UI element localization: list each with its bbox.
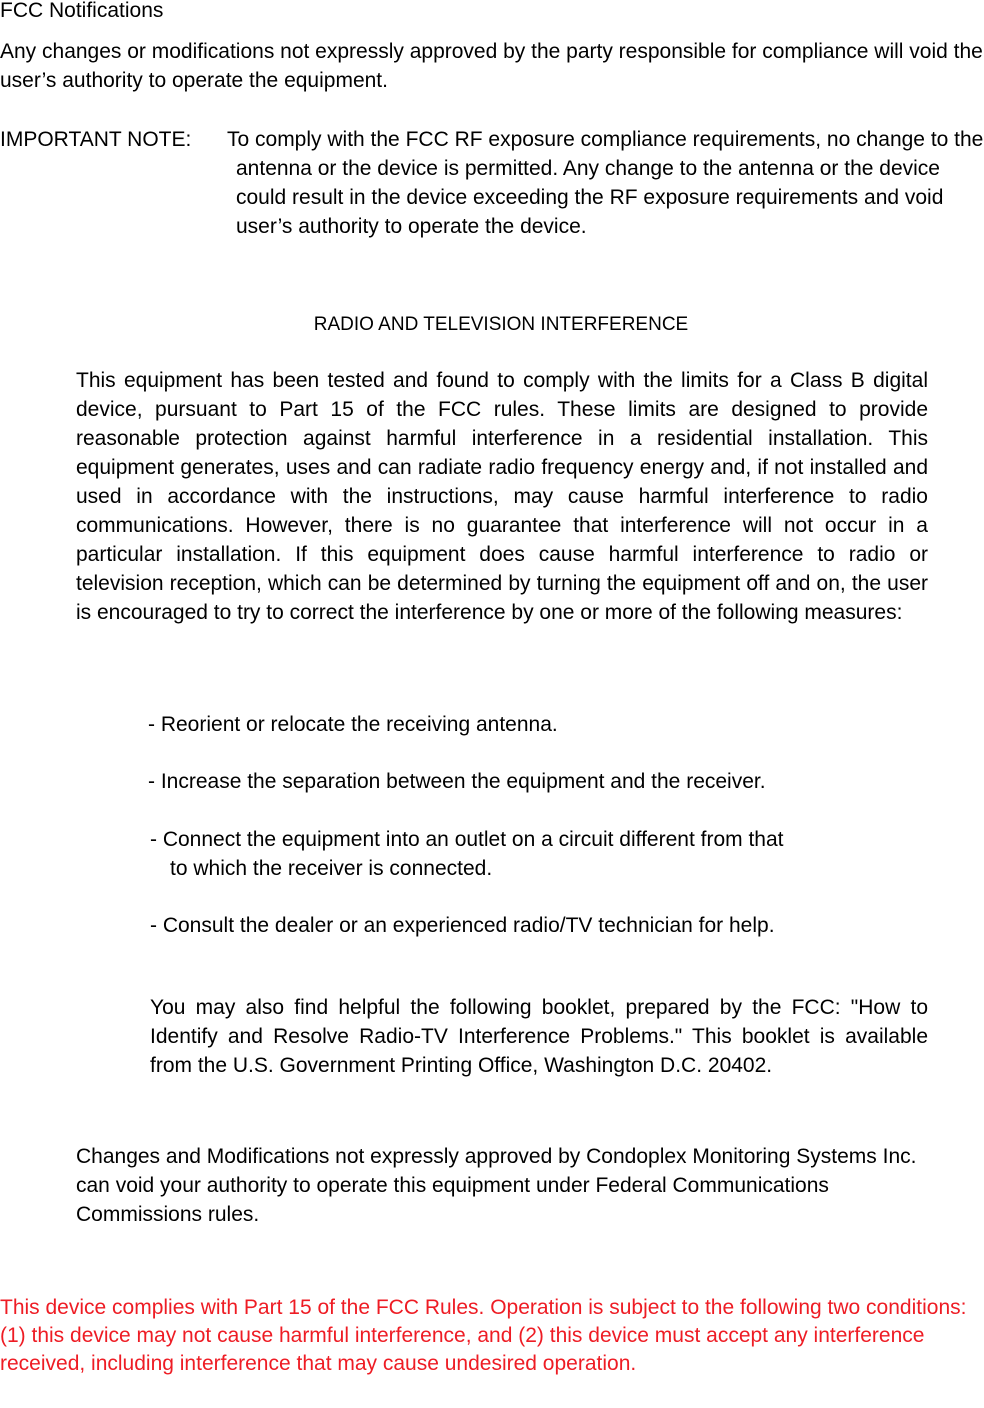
compliance-statement bbox=[0, 1294, 984, 1378]
intro-paragraph: Any changes or modifications not expressly approved by the party responsible for compliance will void the user’s authority to operate the equipment. bbox=[0, 40, 983, 92]
interference-paragraph: This equipment has been tested and found to comply with the limits for a Class B digital device, pursuant to Part 15 of the FCC rules. These limits are designed to provide reasonable protection against harmful interference in a residential installation. This equipment generates, uses and can radiate radio frequency energy and, if not installed and used in accordance with the instructions, may cause harmful interference to radio communications. However, there is no guarantee that interference will not occur in a particular installation. If this equipment does cause harmful interference to radio or television reception, which can be determined by turning the equipment off and on, the user is encouraged to try to correct the interference by one or more of the following measures: bbox=[76, 369, 928, 624]
page-title: FCC Notifications bbox=[0, 0, 164, 22]
compliance-conditions: (1) this device may not cause harmful interference, and (2) this device must accept any interference received, including interference that may cause undesired operation. bbox=[0, 1324, 925, 1375]
measure-item: - Reorient or relocate the receiving antenna. bbox=[148, 713, 558, 736]
measure-item: - Consult the dealer or an experienced radio/TV technician for help. bbox=[150, 914, 775, 937]
measure-item-continuation: to which the receiver is connected. bbox=[170, 857, 493, 880]
booklet-paragraph: You may also find helpful the following booklet, prepared by the FCC: "How to Identify and Resolve Radio-TV Interference Problems." This booklet is available from the U.S. Government Printing Office, Washington D.C. 20402. bbox=[150, 996, 928, 1077]
compliance-intro: This device complies with Part 15 of the FCC Rules. Operation is subject to the following two conditions: bbox=[0, 1296, 967, 1319]
important-note-text: To comply with the FCC RF exposure compliance requirements, no change to the antenna or the device is permitted. Any change to the antenna or the device could result in the device exceeding the RF exposure requirements and void user’s authority to operate the device. bbox=[227, 128, 984, 238]
section-heading: RADIO AND TELEVISION INTERFERENCE bbox=[313, 314, 689, 335]
measure-item bbox=[150, 825, 930, 883]
measure-item-text: - Connect the equipment into an outlet on a circuit different from that bbox=[150, 828, 784, 851]
changes-paragraph: Changes and Modifications not expressly approved by Condoplex Monitoring Systems Inc. can void your authority to operate this equipment under Federal Communications Commissions rules. bbox=[76, 1145, 917, 1226]
important-note-label: IMPORTANT NOTE: bbox=[0, 128, 192, 151]
measure-item: - Increase the separation between the equipment and the receiver. bbox=[148, 770, 766, 793]
